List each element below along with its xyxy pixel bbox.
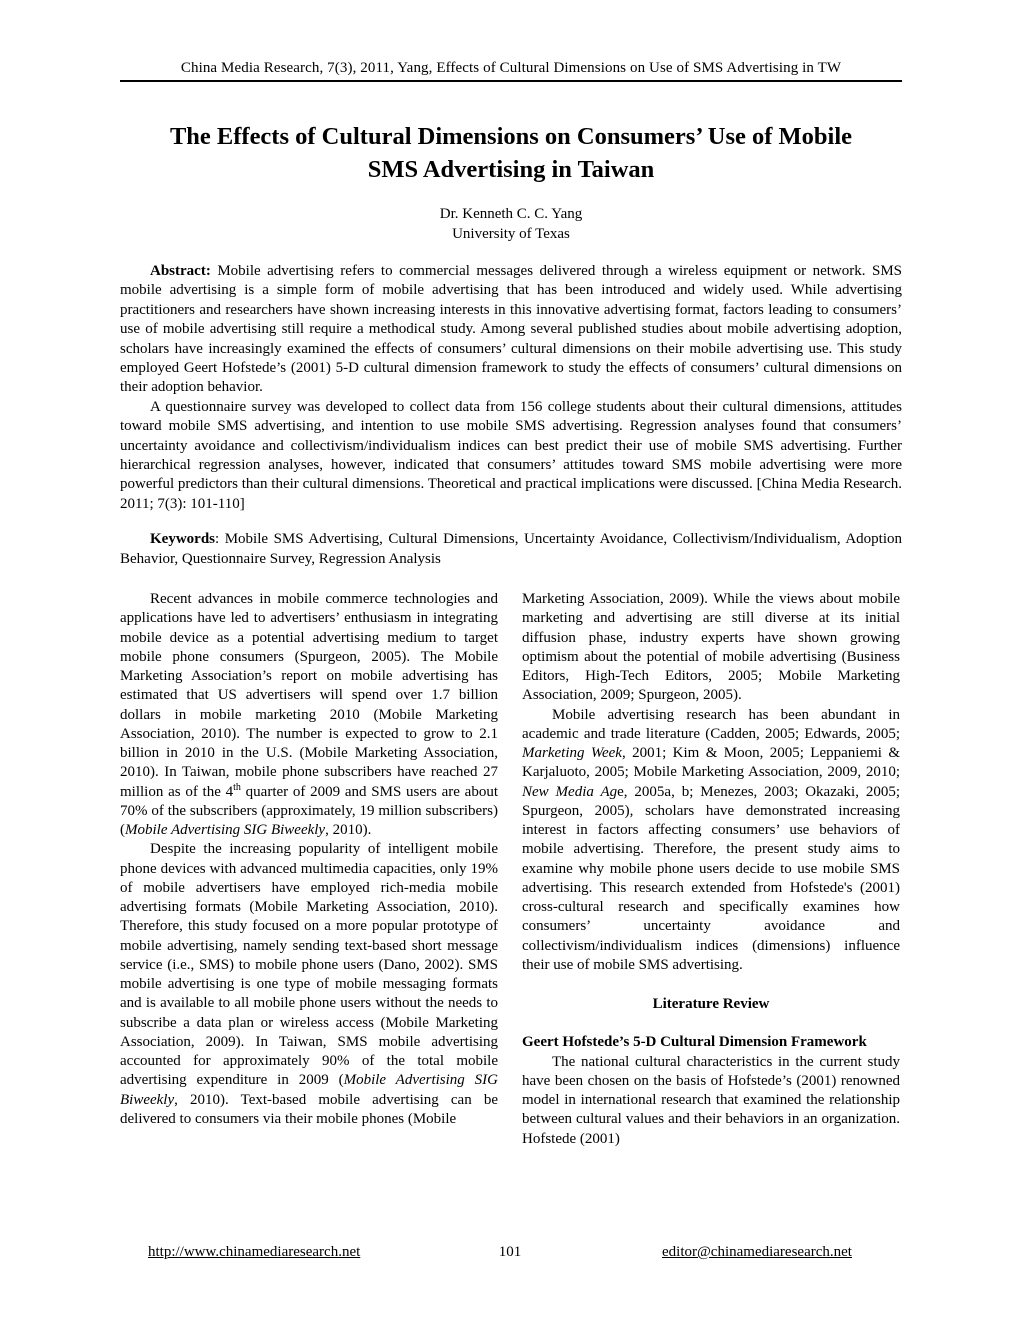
body-text: Recent advances in mobile commerce technologies and applications have led to advertisers’ enthusiasm in integrating mobile device as a potential advertising medium to target mobile phone consumers (Spurgeon, 2005). The Mobile Marketing Association’s report on mobile advertising has estimated that US advertisers will spend over 1.7 billion dollars in mobile marketing 2010 (Mobile Marketing Association, 2010). The number is expected to grow to 2.1 billion in 2010 in the U.S. (Mobile Marketing Association, 2010). In Taiwan, mobile phone subscribers have reached 27 million as of the 4	[120, 591, 498, 800]
paper-title-line-1: The Effects of Cultural Dimensions on Consumers’ Use of Mobile	[169, 123, 853, 150]
italic-citation: Marketing Week	[522, 745, 622, 761]
ordinal-superscript: th	[233, 781, 241, 793]
footer-email-link[interactable]: editor@chinamediaresearch.net	[662, 1244, 852, 1260]
paper-title	[120, 120, 902, 186]
subsection-heading: Geert Hofstede’s 5-D Cultural Dimension Framework	[522, 1034, 867, 1051]
keywords	[120, 530, 902, 569]
body-column-right	[522, 590, 900, 1149]
body-text: e, 2005a, b; Menezes, 2003; Okazaki, 2005; Spurgeon, 2005), scholars have demonstrated increasing interest in factors affecting consumers’ use behaviors of mobile advertising. Therefore, the present study aims to examine why mobile phone users decide to use mobile SMS advertising. This research extended from Hofstede's (2001) cross-cultural research and specifically examines how consumers’ uncertainty avoidance and collectivism/individualism indices (dimensions) influence their use of mobile SMS advertising.	[522, 783, 900, 973]
body-text: , 2010). Text-based mobile advertising can be delivered to consumers via their mobile phones (Mobile	[120, 1091, 498, 1127]
italic-citation: New Media Ag	[522, 783, 618, 800]
author-name: Dr. Kenneth C. C. Yang	[439, 206, 583, 222]
abstract-text-1: Mobile advertising refers to commercial messages delivered through a wireless equipment or network. SMS mobile advertising is a simple form of mobile advertising that has been introduced and widely used. While advertising practitioners and researchers have shown increasing interests in this innovative advertising format, factors leading to consumers’ use of mobile advertising still require a methodical study. Among several published studies about mobile advertising adoption, scholars have increasingly examined the effects of consumers’ cultural dimensions on their mobile advertising use. This study employed Geert Hofstede’s (2001) 5-D cultural dimension framework to study the effects of consumers’ cultural dimensions on their adoption behavior.	[120, 263, 903, 396]
abstract-paragraph-1	[120, 262, 902, 398]
body-text: , 2001; Kim & Moon, 2005; Leppaniemi & Karjaluoto, 2005; Mobile Marketing Association, 2009, 2010;	[522, 745, 900, 781]
italic-citation: Mobile Advertising SIG Biweekly	[120, 1072, 499, 1108]
keywords-text: : Mobile SMS Advertising, Cultural Dimensions, Uncertainty Avoidance, Collectivism/Individualism, Adoption Behavior, Questionnaire Survey, Regression Analysis	[120, 531, 902, 567]
body-column-left	[120, 590, 498, 1129]
section-heading: Literature Review	[652, 996, 770, 1012]
abstract-label: Abstract:	[150, 263, 211, 279]
body-paragraph: The national cultural characteristics in the current study have been chosen on the basis of Hofstede’s (2001) renowned model in international research that examined the relationship between cultural values and their behaviors in an organization. Hofstede (2001)	[522, 1053, 900, 1147]
body-paragraph-continued: Marketing Association, 2009). While the views about mobile marketing and advertising are still diverse at its initial diffusion phase, industry experts have shown growing optimism about the potential of mobile advertising (Business Editors, High-Tech Editors, 2005; Mobile Marketing Association, 2009; Spurgeon, 2005).	[522, 591, 900, 704]
body-text: Mobile advertising research has been abundant in academic and trade literature (Cadden, 2005; Edwards, 2005;	[522, 706, 900, 742]
keywords-label: Keywords	[150, 531, 215, 547]
header-rule	[120, 80, 902, 82]
abstract	[120, 262, 902, 514]
body-paragraph	[522, 706, 900, 976]
body-text: , 2010).	[325, 822, 372, 838]
italic-citation: Mobile Advertising SIG Biweekly	[125, 822, 326, 838]
running-header: China Media Research, 7(3), 2011, Yang, Effects of Cultural Dimensions on Use of SMS Advertising in TW	[180, 60, 842, 76]
body-paragraph	[120, 590, 498, 840]
paper-title-line-2: SMS Advertising in Taiwan	[367, 156, 655, 183]
body-text: quarter of 2009 and SMS users are about 70% of the subscribers (approximately, 19 million subscribers) (	[120, 783, 498, 838]
footer-website-link[interactable]: http://www.chinamediaresearch.net	[148, 1244, 361, 1260]
author-affiliation: University of Texas	[452, 226, 570, 242]
abstract-paragraph-2: A questionnaire survey was developed to collect data from 156 college students about their cultural dimensions, attitudes toward mobile SMS advertising, and intention to use mobile SMS advertising. Regression analyses found that consumers’ uncertainty avoidance and collectivism/individualism indices can best predict their use of mobile SMS advertising. Further hierarchical regression analyses, however, indicated that consumers’ attitudes toward SMS mobile advertising were more powerful predictors than their cultural dimensions. Theoretical and practical implications were discussed. [China Media Research. 2011; 7(3): 101-110]	[120, 398, 902, 512]
page-number: 101	[498, 1244, 522, 1260]
body-paragraph	[120, 840, 498, 1129]
body-text: Despite the increasing popularity of intelligent mobile phone devices with advanced multimedia capacities, only 19% of mobile advertisers have employed rich-media mobile advertising formats (Mobile Marketing Association, 2010). Therefore, this study focused on a more popular prototype of mobile advertising, namely sending text-based short message service (i.e., SMS) to mobile phone users (Dano, 2002). SMS mobile advertising is one type of mobile messaging formats and is available to all mobile phone users without the needs to subscribe a data plan or wireless access (Mobile Marketing Association, 2009). In Taiwan, SMS mobile advertising accounted for approximately 90% of the total mobile advertising expenditure in 2009 (	[120, 841, 498, 1089]
